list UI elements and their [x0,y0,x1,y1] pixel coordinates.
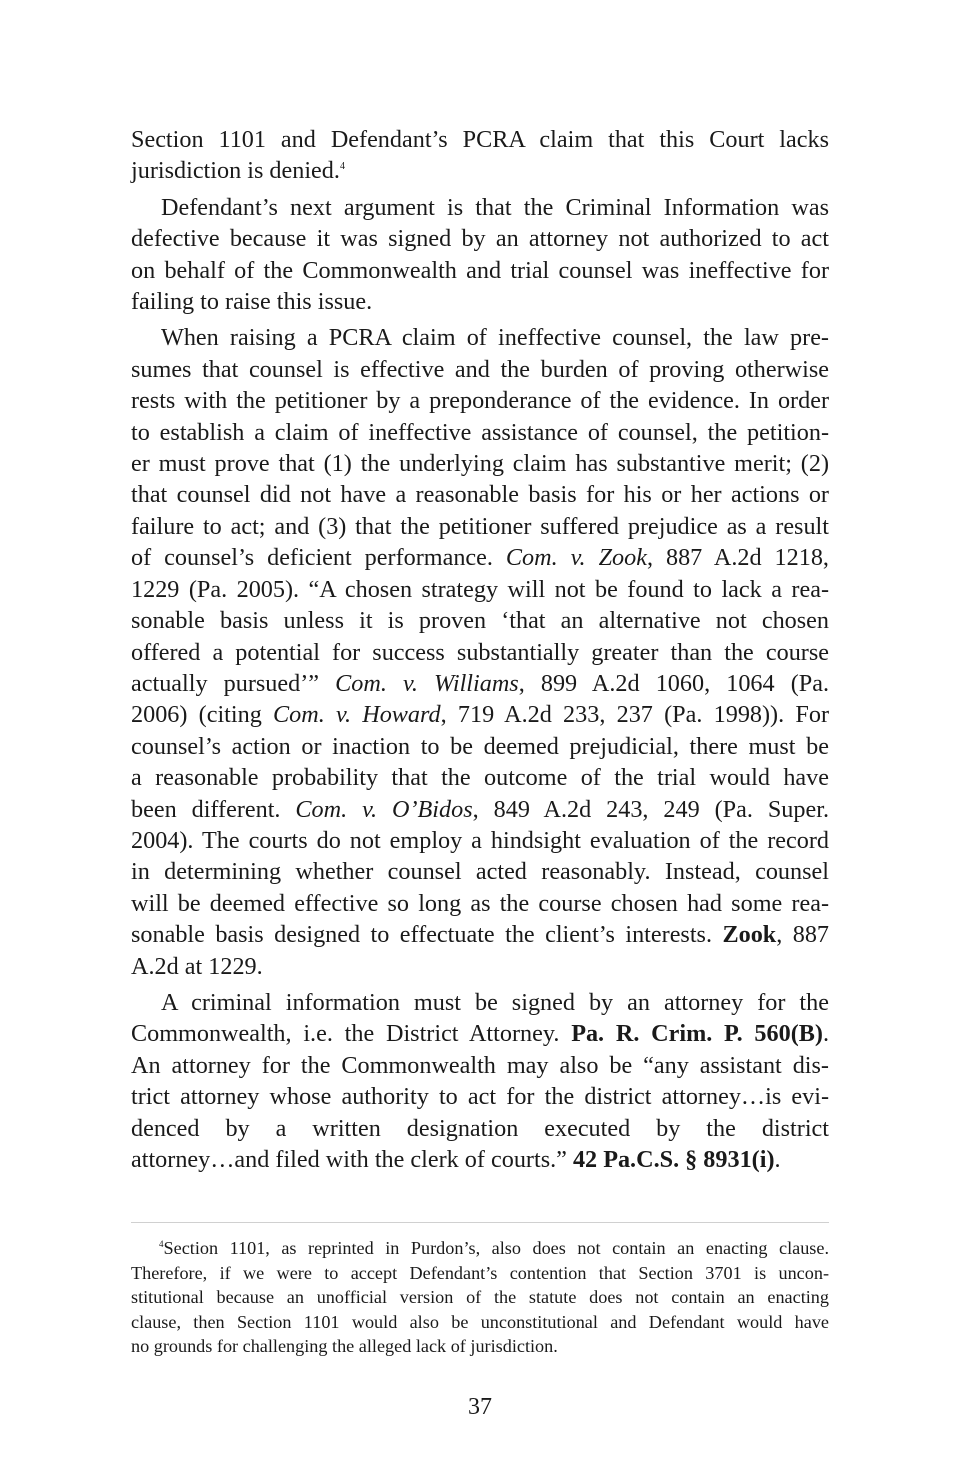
page-number: 37 [468,1394,492,1420]
text-line: A criminal information must be signed by an attorney for the [161,988,829,1016]
footnote-4 [131,1236,829,1359]
text-line: trict attorney whose authority to act for the district attorney…is evi- [131,1083,829,1111]
case-citation: Com. v. Zook [505,544,647,572]
text-line: failure to act; and (3) that the petitioner suffered prejudice as a result [131,512,829,540]
text-run: of counsel’s deficient performance. [131,544,506,572]
text-line: in determining whether counsel acted reasonably. Instead, counsel [131,858,829,886]
footnote-reference[interactable]: 4 [339,161,345,173]
case-citation: Com. v. Howard [273,701,441,729]
text-run: , 849 A.2d 243, 249 (Pa. Super. [472,795,829,823]
text-line [131,155,829,186]
footnote-line: Therefore, if we were to accept Defendant’s contention that Section 3701 is uncon- [131,1262,829,1283]
text-line: will be deemed effective so long as the course chosen had some rea- [131,889,829,917]
footnote-line: stitutional because an unofficial version of the statute does not contain an enacting [131,1287,829,1308]
page-body [131,124,829,1180]
footnote-divider [131,1222,829,1223]
rule-citation: Pa. R. Crim. P. 560(B) [571,1020,823,1048]
text-run: , 719 A.2d 233, 237 (Pa. 1998)). For [440,701,829,729]
text-line [131,699,829,730]
text-run: sonable basis designed to effectuate the client’s interests. [131,921,723,949]
text-run: attorney…and filed with the clerk of courts.” [131,1146,573,1173]
text-line: Section 1101 and Defendant’s PCRA claim that this Court lacks [131,126,829,153]
text-line: denced by a written designation executed by the district [131,1114,829,1142]
paragraph-3 [131,322,829,982]
text-line: An attorney for the Commonwealth may also be “any assistant dis- [131,1051,829,1079]
text-line: defective because it was signed by an attorney not authorized to act [131,225,829,253]
footnote-line: clause, then Section 1101 would also be unconstitutional and Defendant would have [131,1311,829,1332]
paragraph-4 [131,987,829,1175]
text-run: , 899 A.2d 1060, 1064 (Pa. [518,669,829,697]
text-run: Commonwealth, i.e. the District Attorney. [131,1020,572,1048]
case-short-cite: Zook [722,921,777,949]
text-line [131,668,829,699]
text-line: 1229 (Pa. 2005). “A chosen strategy will not be found to lack a rea- [131,575,829,603]
paragraph-1 [131,124,829,187]
text-line: failing to raise this issue. [131,288,373,316]
text-line: offered a potential for success substantially greater than the course [131,638,829,666]
text-line [131,794,829,825]
paragraph-2 [131,192,829,318]
statute-citation: 42 Pa.C.S. § 8931(i) [572,1146,775,1173]
text-line [131,542,829,573]
text-line: sonable basis unless it is proven ‘that an alternative not chosen [131,607,829,635]
text-line: counsel’s action or inaction to be deemed prejudicial, there must be [131,732,829,760]
text-line [131,1144,829,1175]
text-line: that counsel did not have a reasonable basis for his or her actions or [131,481,829,509]
text-line: A.2d at 1229. [131,952,263,980]
text-run: jurisdiction is denied. [131,157,340,185]
text-run: . [774,1146,781,1173]
text-line: Defendant’s next argument is that the Criminal Information was [161,193,829,221]
footnote-line: no grounds for challenging the alleged lack of jurisdiction. [131,1336,558,1357]
text-run: . [822,1020,829,1048]
case-citation: Com. v. Williams [335,669,519,697]
text-run: 2006) (citing [131,701,274,729]
text-line [131,919,829,950]
text-run: , 887 A.2d 1218, [646,544,829,572]
text-run: been different. [131,795,296,823]
text-line: sumes that counsel is effective and the burden of proving otherwise [131,355,829,383]
case-citation: Com. v. O’Bidos [295,795,473,823]
text-line: er must prove that (1) the underlying claim has substantive merit; (2) [131,450,829,478]
text-run: Section 1101, as reprinted in Purdon’s, also does not contain an enacting clause. [163,1238,829,1258]
text-line: to establish a claim of ineffective assistance of counsel, the petition- [131,418,829,446]
text-line: rests with the petitioner by a preponderance of the evidence. In order [131,387,829,415]
text-line: on behalf of the Commonwealth and trial counsel was ineffective for [131,256,829,284]
text-line: When raising a PCRA claim of ineffective counsel, the law pre- [161,324,829,352]
text-line: 2004). The courts do not employ a hindsight evaluation of the record [131,826,829,854]
text-run: , 887 [776,921,830,949]
footnote-line [131,1236,829,1261]
text-line [131,1018,829,1049]
text-line: a reasonable probability that the outcome of the trial would have [131,764,829,792]
text-run: actually pursued’” [131,669,336,697]
footnote-marker: 4 [159,1238,164,1249]
